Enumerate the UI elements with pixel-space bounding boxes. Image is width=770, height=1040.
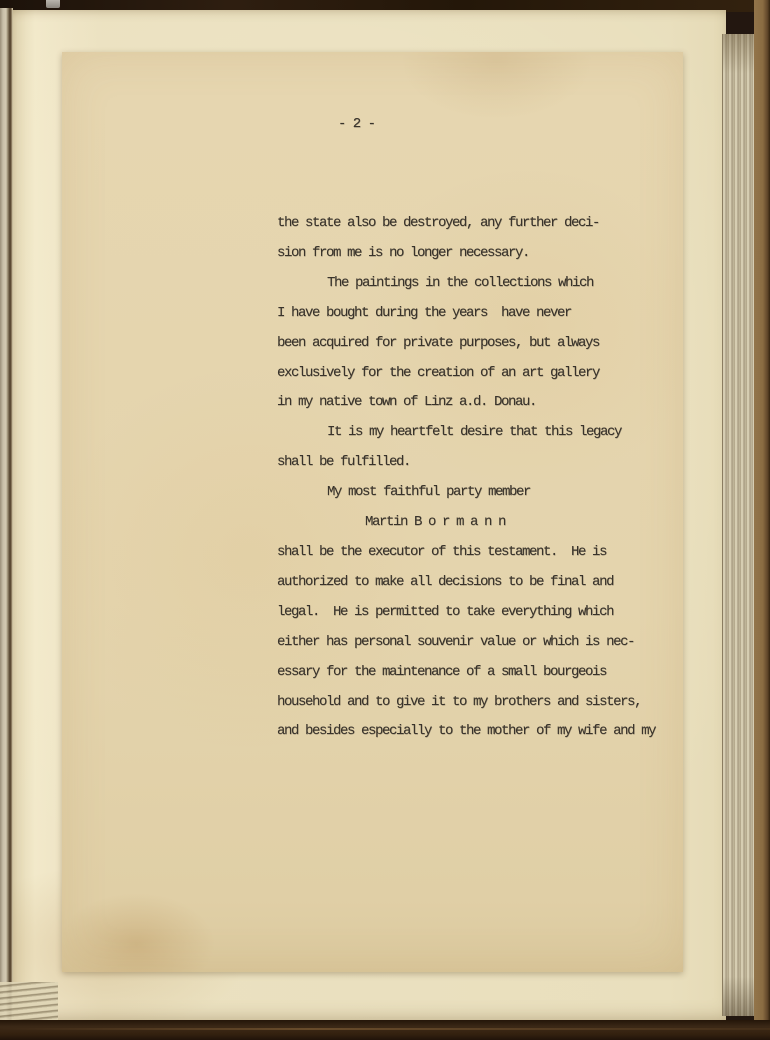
page-number: - 2 -: [338, 116, 376, 132]
typewritten-line: My most faithful party member: [327, 484, 531, 501]
book-fore-edge-pages: [722, 34, 757, 1016]
typewritten-line: and besides especially to the mother of my wife and my: [277, 723, 656, 740]
typewritten-text-block: [277, 209, 677, 747]
typewritten-line: shall be fulfilled.: [277, 454, 411, 471]
binding-clasp: [46, 0, 60, 8]
typewritten-line: Martin B o r m a n n: [365, 514, 506, 531]
typewritten-line: The paintings in the collections which: [327, 274, 594, 291]
typewritten-document-page: [62, 52, 683, 972]
typewritten-line: in my native town of Linz a.d. Donau.: [277, 394, 537, 411]
typewritten-line: shall be the executor of this testament. He is: [277, 543, 607, 560]
typewritten-line: been acquired for private purposes, but always: [277, 334, 600, 351]
typewritten-line: authorized to make all decisions to be final and: [277, 573, 614, 590]
typewritten-line: either has personal souvenir value or which is nec-: [277, 633, 635, 650]
stacked-page-corners: [0, 982, 58, 1022]
typewritten-line: household and to give it to my brothers and sisters,: [277, 693, 642, 710]
book-cover-right-edge: [754, 0, 770, 1040]
typewritten-line: I have bought during the years have never: [277, 304, 572, 321]
typewritten-line: legal. He is permitted to take everything which: [277, 603, 614, 620]
typewritten-line: exclusively for the creation of an art gallery: [277, 364, 600, 381]
book-cover-bottom-edge: [0, 1020, 770, 1040]
typewritten-line: essary for the maintenance of a small bourgeois: [277, 663, 607, 680]
typewritten-line: It is my heartfelt desire that this legacy: [327, 424, 622, 441]
typewritten-line: sion from me is no longer necessary.: [277, 244, 530, 261]
binding-gutter-page-edges: [0, 8, 13, 1020]
typewritten-line: the state also be destroyed, any further deci-: [277, 215, 600, 231]
